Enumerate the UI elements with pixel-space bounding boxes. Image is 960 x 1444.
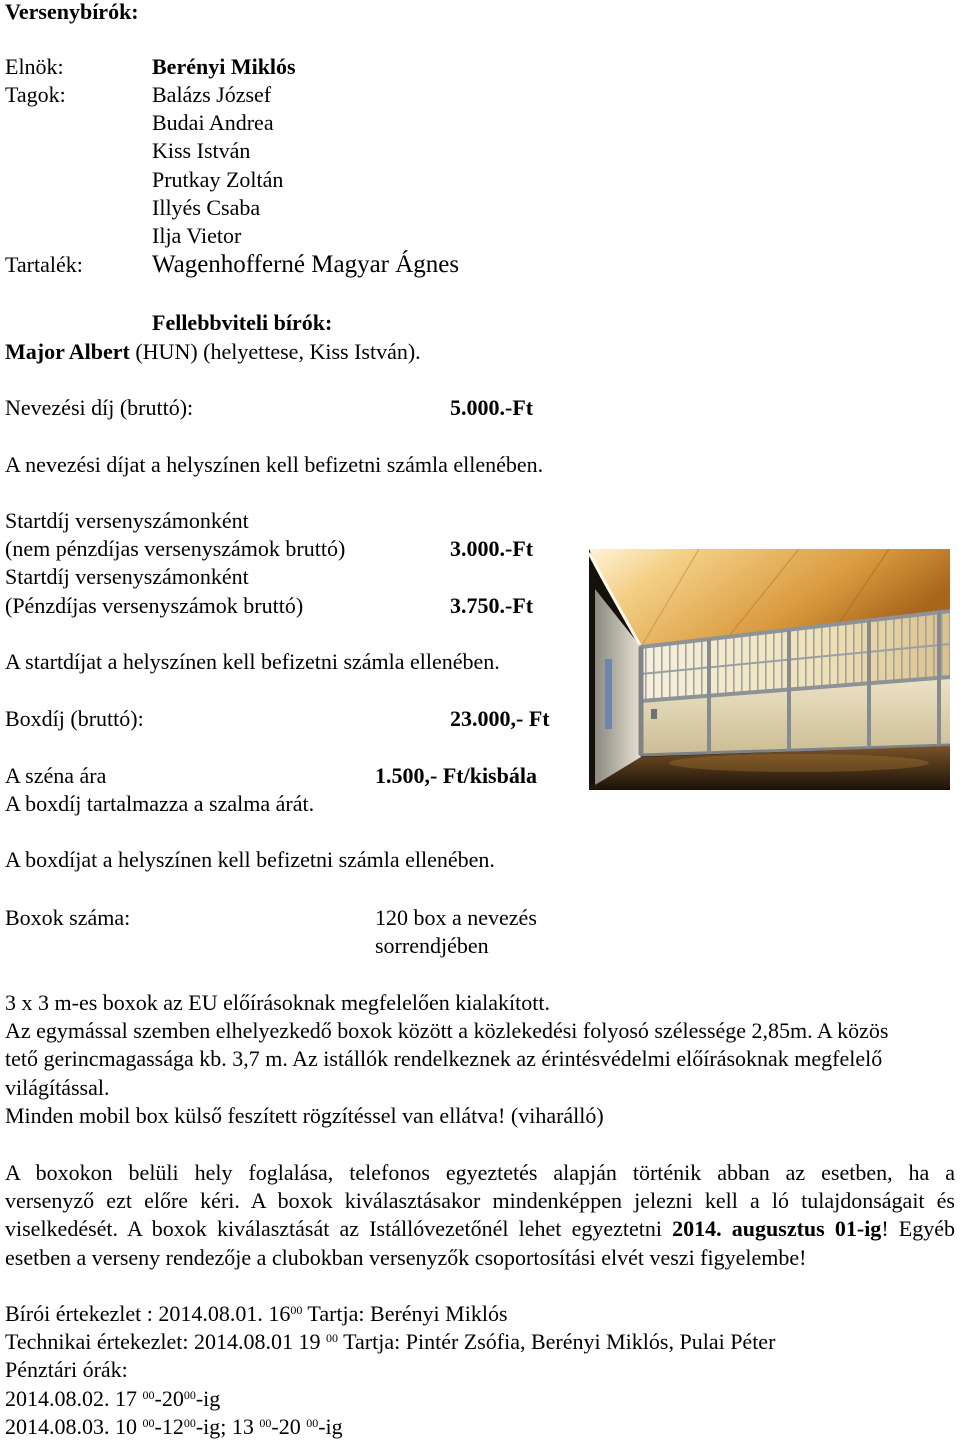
cashier-text: 2014.08.02. 17 bbox=[5, 1386, 143, 1411]
stable-tent-photo bbox=[589, 549, 950, 790]
hay-price-value: 1.500,- Ft/kisbála bbox=[375, 763, 537, 788]
cashier-day-line bbox=[5, 1385, 220, 1413]
reserve-name: Wagenhofferné Magyar Ágnes bbox=[152, 251, 460, 278]
appeal-judge-name: Major Albert bbox=[5, 339, 130, 364]
reserve-label: Tartalék: bbox=[5, 252, 83, 277]
time-minutes: 00 bbox=[306, 1416, 319, 1430]
member-name: Illyés Csaba bbox=[152, 195, 261, 220]
start-fee-label: Startdíj versenyszámonként bbox=[5, 508, 249, 533]
cashier-day-line bbox=[5, 1413, 343, 1441]
cashier-text: 2014.08.03. 10 bbox=[5, 1414, 143, 1439]
time-minutes: 00 bbox=[183, 1416, 196, 1430]
box-fee-value: 23.000,- Ft bbox=[450, 706, 550, 731]
hay-price-label: A széna ára bbox=[5, 763, 107, 788]
cashier-text: -ig bbox=[195, 1386, 221, 1411]
cashier-text: -12 bbox=[154, 1414, 184, 1439]
chair-label: Elnök: bbox=[5, 54, 64, 79]
meeting-text: Tartja: Berényi Miklós bbox=[302, 1301, 508, 1326]
start-fee-value: 3.750.-Ft bbox=[450, 593, 534, 618]
box-count-value: sorrendjében bbox=[375, 933, 489, 958]
start-fee-sublabel: (Pénzdíjas versenyszámok bruttó) bbox=[5, 593, 304, 618]
technical-meeting-line bbox=[5, 1328, 775, 1356]
reservation-line bbox=[5, 1215, 955, 1243]
box-description-line: 3 x 3 m-es boxok az EU előírásoknak megfelelően kialakított. bbox=[5, 990, 550, 1015]
reservation-line: A boxokon belüli hely foglalása, telefonos egyeztetés alapján történik abban az esetben, ha a bbox=[5, 1160, 955, 1185]
reservation-text: viselkedését. A boxok kiválasztását az Istállóvezetőnél lehet egyeztetni bbox=[5, 1216, 673, 1241]
reservation-line: esetben a verseny rendezője a clubokban versenyzők csoportosítási elvét veszi figyelembe! bbox=[5, 1245, 807, 1270]
chair-name: Berényi Miklós bbox=[152, 54, 296, 79]
time-minutes: 00 bbox=[142, 1388, 155, 1402]
cashier-hours-label: Pénztári órák: bbox=[5, 1357, 128, 1382]
cashier-text: -20 bbox=[154, 1386, 184, 1411]
start-fee-note: A startdíjat a helyszínen kell befizetni számla ellenében. bbox=[5, 649, 500, 674]
time-minutes: 00 bbox=[290, 1303, 303, 1317]
stable-tent-image bbox=[589, 549, 950, 790]
meeting-text: Technikai értekezlet: 2014.08.01 19 bbox=[5, 1329, 327, 1354]
entry-fee-value: 5.000.-Ft bbox=[450, 395, 534, 420]
start-fee-sublabel: (nem pénzdíjas versenyszámok bruttó) bbox=[5, 536, 346, 561]
box-description-line: világítással. bbox=[5, 1075, 110, 1100]
reservation-line: versenyző ezt előre kéri. A boxok kiválasztásakor mindenképpen jelezni kell a ló tulajdonságait és bbox=[5, 1188, 955, 1213]
cashier-text: -ig; 13 bbox=[195, 1414, 260, 1439]
start-fee-value: 3.000.-Ft bbox=[450, 536, 534, 561]
member-name: Balázs József bbox=[152, 82, 272, 107]
box-fee-note: A boxdíjat a helyszínen kell befizetni számla ellenében. bbox=[5, 847, 495, 872]
member-name: Prutkay Zoltán bbox=[152, 167, 284, 192]
time-minutes: 00 bbox=[259, 1416, 272, 1430]
start-fee-label: Startdíj versenyszámonként bbox=[5, 564, 249, 589]
appeal-judges-heading: Fellebbviteli bírók: bbox=[152, 310, 333, 335]
judges-meeting-line bbox=[5, 1300, 508, 1328]
time-minutes: 00 bbox=[183, 1388, 196, 1402]
time-minutes: 00 bbox=[142, 1416, 155, 1430]
box-count-label: Boxok száma: bbox=[5, 905, 131, 930]
page-heading: Versenybírók: bbox=[5, 0, 139, 24]
members-label: Tagok: bbox=[5, 82, 66, 107]
reservation-text: ! Egyéb bbox=[881, 1216, 956, 1241]
appeal-judge-line bbox=[5, 338, 421, 366]
entry-fee-label: Nevezési díj (bruttó): bbox=[5, 395, 194, 420]
meeting-text: Tartja: Pintér Zsófia, Berényi Miklós, Pulai Péter bbox=[338, 1329, 776, 1354]
member-name: Kiss István bbox=[152, 138, 251, 163]
box-fee-label: Boxdíj (bruttó): bbox=[5, 706, 144, 731]
cashier-text: -ig bbox=[318, 1414, 343, 1439]
reservation-deadline: 2014. augusztus 01-ig bbox=[672, 1216, 882, 1241]
straw-note: A boxdíj tartalmazza a szalma árát. bbox=[5, 791, 315, 816]
entry-fee-note: A nevezési díjat a helyszínen kell befizetni számla ellenében. bbox=[5, 452, 544, 477]
box-description-line: tető gerincmagassága kb. 3,7 m. Az istállók rendelkeznek az érintésvédelmi előírásoknak megfelelő bbox=[5, 1046, 883, 1071]
cashier-text: -20 bbox=[271, 1414, 307, 1439]
member-name: Ilja Vietor bbox=[152, 223, 242, 248]
appeal-judge-details: (HUN) (helyettese, Kiss István). bbox=[129, 339, 421, 364]
box-count-value: 120 box a nevezés bbox=[375, 905, 537, 930]
meeting-text: Bírói értekezlet : 2014.08.01. 16 bbox=[5, 1301, 291, 1326]
member-name: Budai Andrea bbox=[152, 110, 274, 135]
time-minutes: 00 bbox=[326, 1331, 339, 1345]
box-description-line: Minden mobil box külső feszített rögzítéssel van ellátva! (viharálló) bbox=[5, 1103, 604, 1128]
box-description-line: Az egymással szemben elhelyezkedő boxok között a közlekedési folyosó szélessége 2,85m. A közös bbox=[5, 1018, 889, 1043]
